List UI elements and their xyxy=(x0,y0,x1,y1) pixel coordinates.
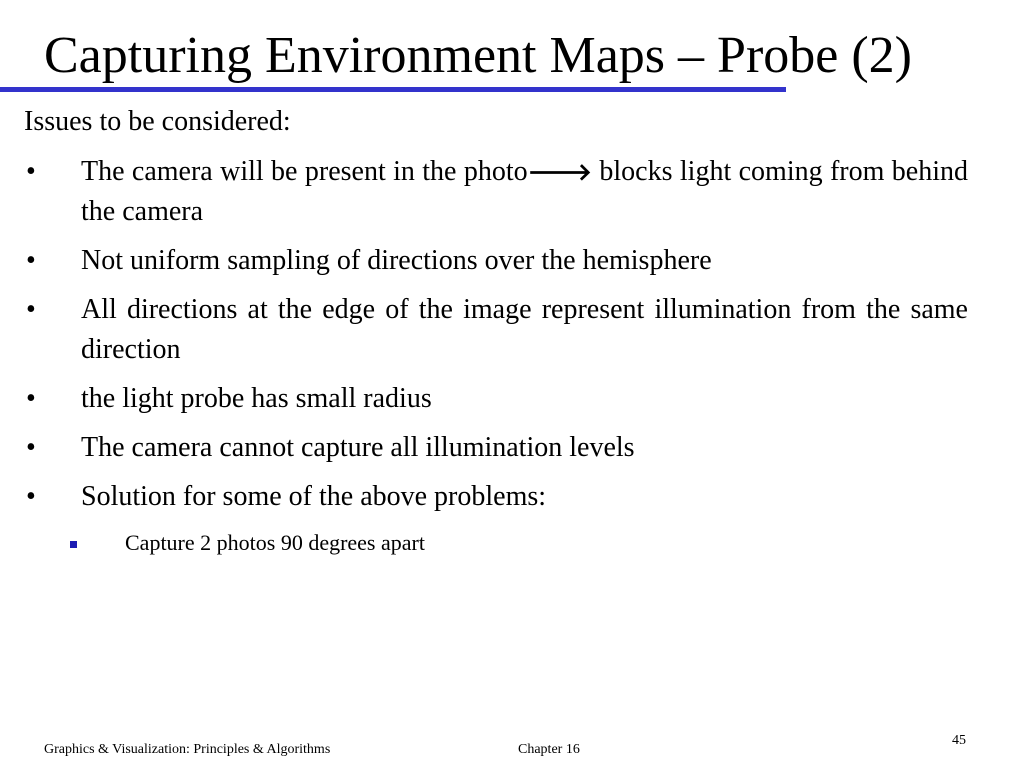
bullet-marker: • xyxy=(26,294,36,325)
bullet-text: The camera will be present in the photo xyxy=(81,156,528,187)
bullet-marker: • xyxy=(26,432,36,463)
bullet-text: All directions at the edge of the image represent illumination from the same direction xyxy=(81,294,968,365)
bullet-item-edge-directions xyxy=(0,290,1024,370)
page-number: 45 xyxy=(952,733,966,748)
bullet-item-sampling xyxy=(0,241,1024,281)
sub-bullet-text: Capture 2 photos 90 degrees apart xyxy=(125,530,425,555)
bullet-marker: • xyxy=(26,383,36,414)
bullet-list xyxy=(0,152,1024,526)
intro-text: Issues to be considered: xyxy=(24,106,291,137)
slide-title: Capturing Environment Maps – Probe (2) xyxy=(44,27,912,84)
bullet-item-solution xyxy=(0,477,1024,517)
right-arrow-icon: 🡒 xyxy=(527,158,593,186)
bullet-text: the light probe has small radius xyxy=(81,383,432,414)
bullet-marker: • xyxy=(26,245,36,276)
bullet-marker: • xyxy=(26,156,36,187)
bullet-text: Not uniform sampling of directions over the hemisphere xyxy=(81,245,712,276)
footer-book-title: Graphics & Visualization: Principles & Algorithms xyxy=(44,742,331,757)
title-underline-rule xyxy=(0,87,786,92)
footer-chapter: Chapter 16 xyxy=(518,742,580,757)
bullet-item-illumination-levels xyxy=(0,428,1024,468)
bullet-text-continued: blocks light coming from behind the camera xyxy=(81,156,969,227)
square-bullet-icon xyxy=(70,541,77,548)
bullet-text: The camera cannot capture all illumination levels xyxy=(81,432,635,463)
bullet-text: Solution for some of the above problems: xyxy=(81,481,547,512)
bullet-item-probe-radius xyxy=(0,379,1024,419)
bullet-item-camera-in-photo xyxy=(0,152,1024,232)
bullet-marker: • xyxy=(26,481,36,512)
